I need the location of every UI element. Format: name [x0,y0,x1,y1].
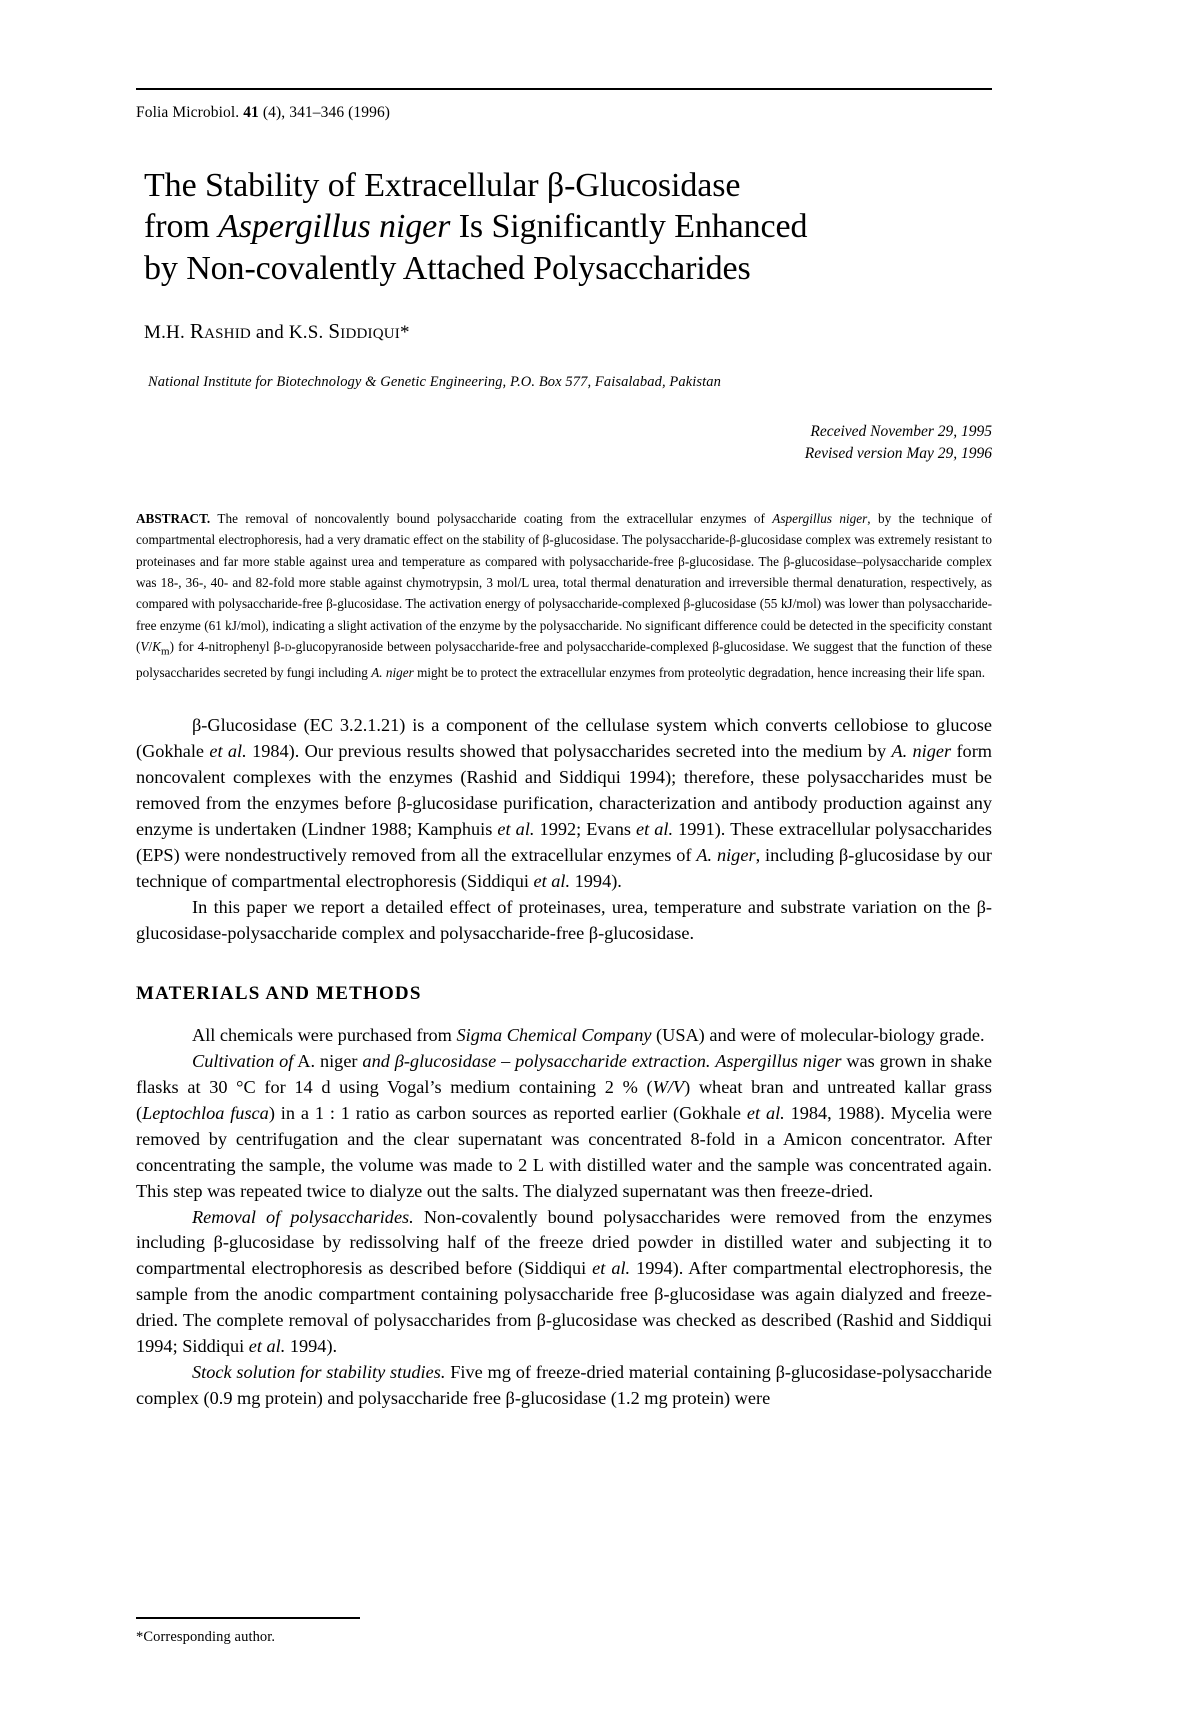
journal-reference [136,104,992,123]
methods-p2-head-a: Cultivation of [192,1050,294,1071]
intro-p1-etal-2: et al. [497,818,535,839]
intro-p1-organism-1: A. niger [891,740,952,761]
intro-p1-f: , including β-glucosidase by our technique of compartmental electrophoresis (Siddiqui [136,844,992,891]
abstract-constant-slash: / [148,639,153,655]
abstract-organism-2: A. niger [371,664,414,680]
methods-p3-c: 1994). [285,1336,338,1357]
abstract-constant-k: K [152,639,161,655]
intro-p1-g: 1994). [570,870,622,891]
methods-p3-a: Non-covalently bound polysaccharides were removed from the enzymes including β-glucosidase by redissolving half of the freeze dried powder in distilled water and subjecting it to compartmental electrophoresis as described before (Siddiqui [136,1206,992,1279]
corresponding-author-marker: * [400,322,410,343]
methods-p2-b: was grown in shake flasks at 30 °C for 14 d using Vogal’s medium containing 2 % ( [136,1050,993,1097]
methods-paragraph-2 [136,1049,992,1205]
methods-p1-a: All chemicals were purchased from [192,1024,457,1045]
section-heading-materials-and-methods: MATERIALS AND METHODS [136,982,422,1004]
footnote-corresponding-author: *Corresponding author. [136,1629,276,1645]
intro-p1-e: 1991). These extracellular polysaccharides (EPS) were nondestructively removed from all the extracellular enzymes of [136,818,992,865]
intro-p1-etal-3: et al. [636,818,674,839]
author-2-initials: K.S. [288,322,329,343]
title-line-3: by Non-covalently Attached Polysaccharides [144,249,751,287]
abstract-label: ABSTRACT. [136,510,211,526]
methods-p4-a: Five mg of freeze-dried material containing β-glucosidase-polysaccharide complex (0.9 mg protein) and polysaccharide free β-glucosidase (1.2 mg protein) were [136,1362,992,1409]
journal-issue-pages-year: (4), 341–346 (1996) [262,104,391,121]
methods-paragraph-1 [136,1023,992,1049]
intro-p1-b: 1984). Our previous results showed that polysaccharides secreted into the medium by [246,740,892,761]
author-2-surname: Siddiqui [328,319,401,343]
methods-p1-company: Sigma Chemical Company [456,1024,652,1045]
revised-date: Revised version May 29, 1996 [804,445,992,463]
received-date: Received November 29, 1995 [810,423,992,440]
intro-p1-etal-1: et al. [209,740,247,761]
methods-p2-c: ) wheat bran and untreated kallar grass ( [136,1076,992,1123]
affiliation: National Institute for Biotechnology & Genetic Engineering, P.O. Box 577, Faisalabad, Pakistan [148,374,721,390]
abstract-organism-1: Aspergillus niger [772,510,868,526]
abstract-constant-v: V [140,639,149,655]
footnote-rule [136,1617,360,1619]
author-1-surname: Rashid [189,319,251,343]
methods-paragraph-4 [136,1360,992,1412]
methods-p3-b: 1994). After compartmental electrophoresis, the sample from the anodic compartment containing polysaccharide free β-glucosidase was again dialyzed and freeze-dried. The complete removal of polysaccharides from β-glucosidase was checked as described (Rashid and Siddiqui 1994; Siddiqui [136,1258,993,1357]
methods-p2-grass: Leptochloa fusca [142,1102,269,1123]
title-organism: Aspergillus niger [218,208,451,246]
methods-p2-head-c: niger [319,1050,363,1071]
methods-p3-etal-1: et al. [592,1258,631,1279]
methods-p3-etal-2: et al. [248,1336,286,1357]
journal-volume: 41 [243,104,259,121]
methods-p3-head: Removal of polysaccharides. [192,1206,414,1227]
intro-p1-c: form noncovalent complexes with the enzymes (Rashid and Siddiqui 1994); therefore, these polysaccharides must be removed from the enzymes before β-glucosidase purification, characterization and antibody production against any enzyme is undertaken (Lindner 1988; Kamphuis [136,740,993,839]
intro-p1-d: 1992; Evans [534,818,637,839]
abstract [136,508,992,683]
abstract-constant-subscript: m [160,645,170,658]
methods-p1-b: (USA) and were of molecular-biology grade. [651,1024,985,1045]
abstract-smallcap-d: d [284,639,292,655]
page-title [144,165,992,289]
methods-p2-d: ) in a 1 : 1 ratio as carbon sources as reported earlier (Gokhale [268,1102,747,1123]
methods-p2-etal: et al. [746,1102,785,1123]
methods-p2-head-d: and β-glucosidase – polysaccharide extraction. [362,1050,711,1071]
abstract-text-1: The removal of noncovalently bound polysaccharide coating from the extracellular enzymes of [210,510,773,526]
introduction-section [136,713,992,947]
journal-name: Folia Microbiol. [136,104,240,121]
abstract-text-4: -glucopyranoside between polysaccharide-free and polysaccharide-complexed β-glucosidase. We suggest that the function of these polysaccharides secreted by fungi including [136,639,992,680]
title-line-1: The Stability of Extracellular β-Glucosidase [144,166,741,204]
abstract-text-3: ) for 4-nitrophenyl β- [169,639,285,655]
abstract-text-2: , by the technique of compartmental electrophoresis, had a very dramatic effect on the stability of β-glucosidase. The polysaccharide-β-glucosidase complex was extremely resistant to proteinases and far more stable against urea and temperature as compared with polysaccharide-free β-glucosidase. The β-glucosidase–polysaccharide complex was 18-, 36-, 40- and 82-fold more stable against chymotrypsin, 3 mol/L urea, total thermal denaturation and irreversible thermal denaturation, respectively, as compared with polysaccharide-free β-glucosidase. The activation energy of polysaccharide-complexed β-glucosidase (55 kJ/mol) was lower than polysaccharide-free enzyme (61 kJ/mol), indicating a slight activation of the enzyme by the polysaccharide. No significant difference could be detected in the specificity constant ( [136,510,992,655]
intro-p1-etal-4: et al. [533,870,571,891]
methods-p2-organism: Aspergillus niger [715,1050,842,1071]
author-1-initials: M.H. [144,322,190,343]
intro-paragraph-2: In this paper we report a detailed effect of proteinases, urea, temperature and substrate variation on the β-glucosidase-polysaccharide complex and polysaccharide-free β-glucosidase. [136,896,992,943]
page-content [136,104,992,1412]
header-rule [136,88,992,90]
methods-p4-head: Stock solution for stability studies. [192,1362,446,1383]
intro-p1-a: β-Glucosidase (EC 3.2.1.21) is a component of the cellulase system which converts cellobiose to glucose (Gokhale [136,715,992,761]
intro-p1-organism-2: A. niger [696,844,756,865]
title-line-2-suffix: Is Significantly Enhanced [450,208,808,246]
intro-paragraph-1 [136,713,992,895]
methods-p2-wv: W/V [652,1076,685,1097]
methods-section [136,1023,992,1413]
title-line-2-prefix: from [144,208,219,246]
methods-paragraph-3 [136,1205,992,1361]
submission-dates [136,421,992,466]
author-list [144,319,992,344]
methods-p2-e: 1984, 1988). Mycelia were removed by centrifugation and the clear supernatant was concentrated 8-fold in a Amicon concentrator. After concentrating the sample, the volume was made to 2 L with distilled water and the sample was concentrated again. This step was repeated twice to dialyze out the salts. The dialyzed supernatant was then freeze-dried. [136,1102,992,1201]
author-conjunction: and [250,322,289,343]
abstract-text-5: might be to protect the extracellular enzymes from proteolytic degradation, hence increasing their life span. [413,664,986,680]
methods-p2-head-b: A. [293,1050,320,1071]
